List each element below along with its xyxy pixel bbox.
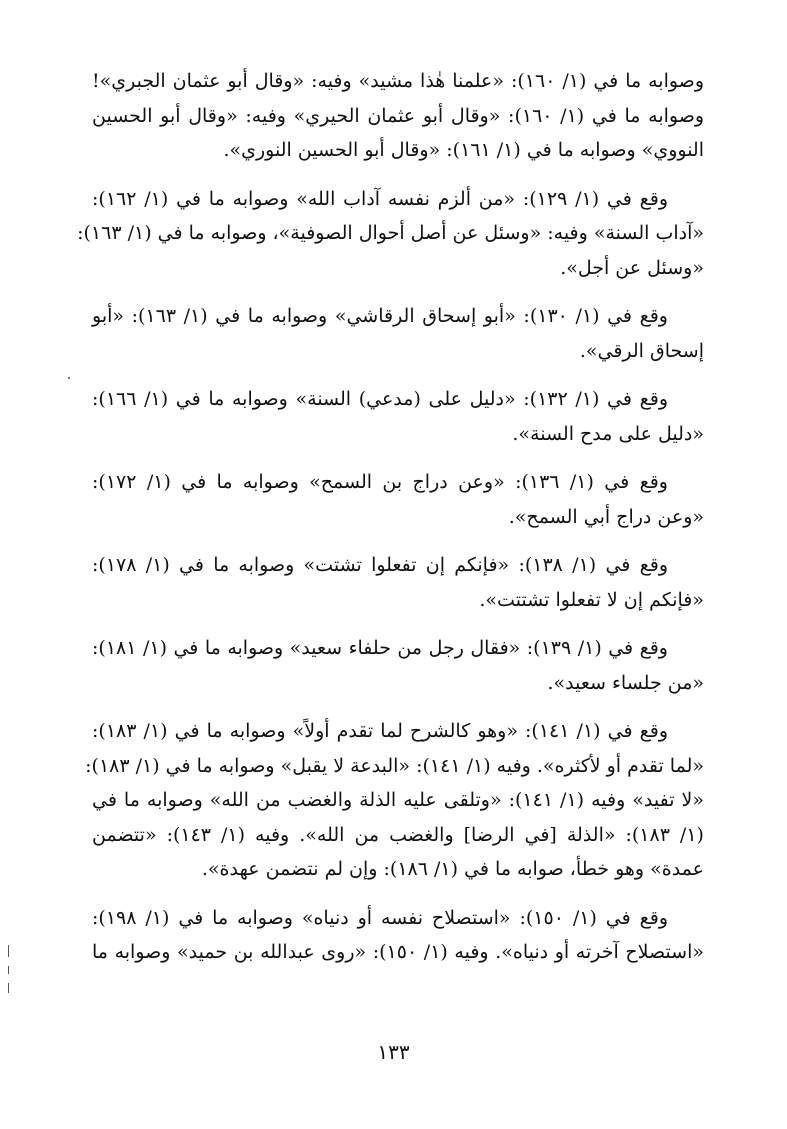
text-line: وقع في (١/ ١٥٠): «استصلاح نفسه أو دنياه» وصوابه ما في (١/ ١٩٨): [92,906,669,929]
text-line: «فإنكم إن لا تفعلوا تشتتت». [479,588,704,611]
paragraph [92,64,704,168]
scan-edge-mark [8,966,9,974]
text-line: «استصلاح آخرته أو دنياه». وفيه (١/ ١٥٠): «روى عبدالله بن حميد» وصوابه ما [92,941,704,963]
text-line: وقع في (١/ ١٣٢): «دليل على (مدعي) السنة» وصوابه ما في (١/ ١٦٦): [92,388,668,410]
text-line: وقع في (١/ ١٣٩): «فقال رجل من حلفاء سعيد» وصوابه ما في (١/ ١٨١): [92,637,668,659]
paragraph [92,465,704,534]
text-line: «آداب السنة» وفيه: «وسئل عن أصل أحوال الصوفية»، وصوابه ما في (١/ ١٦٣): [77,222,704,244]
text-line: (١/ ١٨٣): «الذلة [في الرضا] والغضب من الله». وفيه (١/ ١٤٣): «تتضمن [92,823,704,846]
scan-speck [68,377,70,379]
paragraph [92,548,704,617]
page-number: ١٣٣ [377,1040,410,1064]
text-line: وقع في (١/ ١٣٨): «فإنكم إن تفعلوا تشتت» وصوابه ما في (١/ ١٧٨): [92,554,668,576]
text-line: وقع في (١/ ١٣٦): «وعن دراج بن السمح» وصوابه ما في (١/ ١٧٢): [92,471,668,493]
paragraph [92,631,704,700]
paragraph [92,299,704,368]
text-line: عمدة» وهو خطأ، صوابه ما في (١/ ١٨٦): وإن لم نتضمن عهدة». [201,858,704,880]
text-line: «وسئل عن أجل». [560,256,704,279]
text-line: «دليل على مدح السنة». [512,422,704,445]
paragraph [92,901,704,970]
text-line: وقع في (١/ ١٢٩): «من ألزم نفسه آداب الله» وصوابه ما في (١/ ١٦٢): [92,187,668,210]
paragraph [77,182,704,286]
text-line: «لما تقدم أو لأكثره». وفيه (١/ ١٤١): «البدعة لا يقبل» وصوابه ما في (١/ ١٨٣): [85,754,704,777]
text-line: «لا تفيد» وفيه (١/ ١٤١): «وتلقى عليه الذلة والغضب من الله» وصوابه ما في [92,789,704,811]
text-line: وقع في (١/ ١٣٠): «أبو إسحاق الرقاشي» وصوابه ما في (١/ ١٦٣): «أبو [92,305,668,327]
page-body [77,64,705,984]
text-line: وقع في (١/ ١٤١): «وهو كالشرح لما تقدم أولاً» وصوابه ما في (١/ ١٨٣): [92,720,669,742]
text-line: وصوابه ما في (١/ ١٦٠): «وقال أبو عثمان الحيري» وفيه: «وقال أبو الحسين [92,104,705,127]
paragraph [85,714,704,887]
text-line: «من جلساء سعيد». [547,671,704,694]
text-line: «وعن دراج أبي السمح». [508,505,704,528]
scan-edge-mark [8,983,9,993]
text-line: وصوابه ما في (١/ ١٦٠): «علمنا هٰذا مشيد» وفيه: «وقال أبو عثمان الجبري»! [92,70,704,92]
text-line: النووي» وصوابه ما في (١/ ١٦١): «وقال أبو الحسين النوري». [223,139,704,161]
paragraph [92,382,704,451]
scan-edge-mark [8,945,9,957]
text-line: إسحاق الرقي». [579,339,704,362]
